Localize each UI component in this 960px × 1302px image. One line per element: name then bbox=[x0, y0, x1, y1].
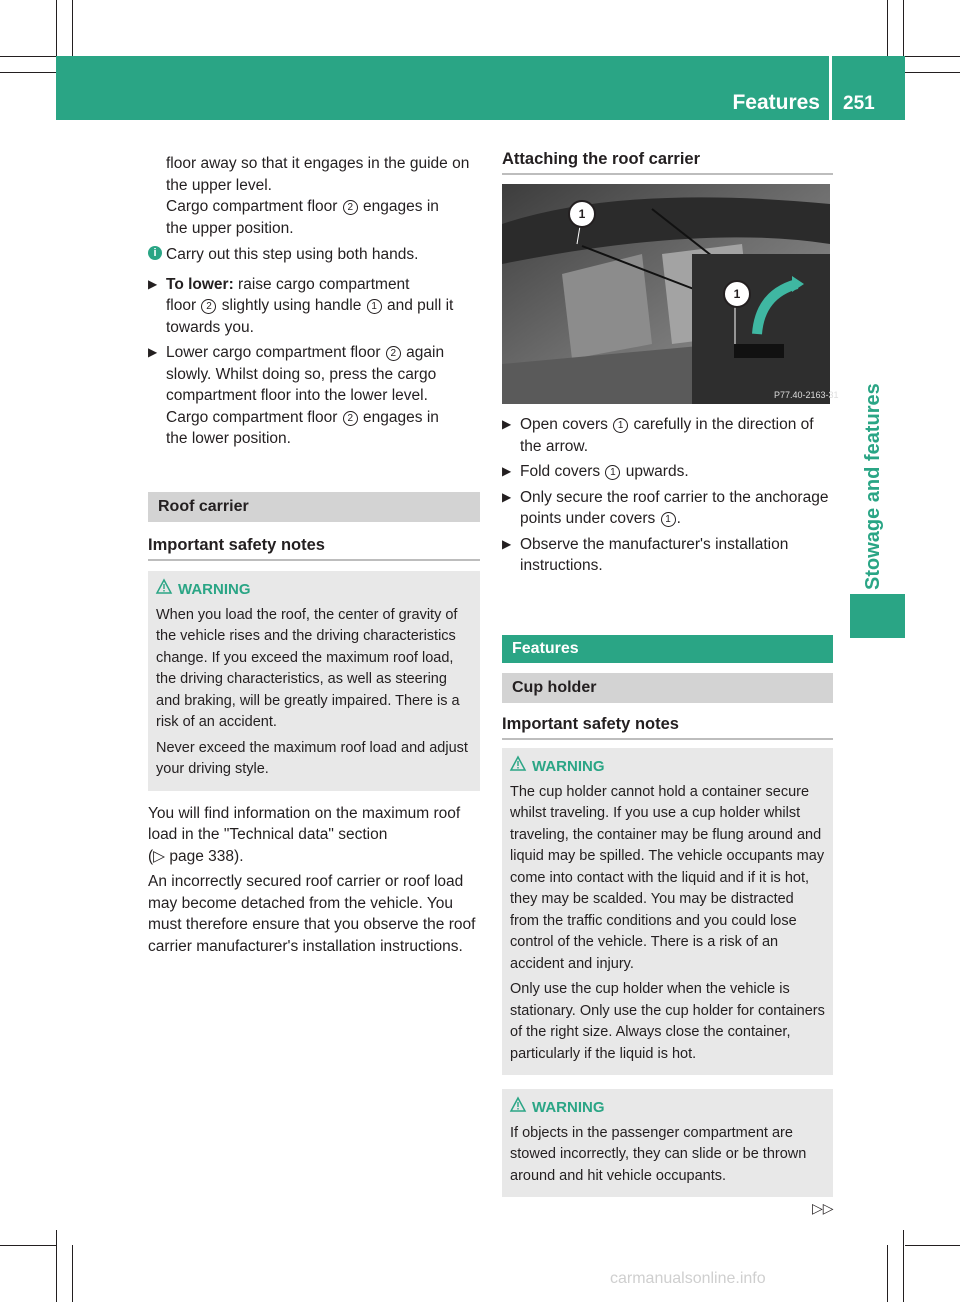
step-text: floor bbox=[166, 297, 201, 314]
callout-1-icon: 1 bbox=[723, 280, 751, 308]
step-text: Observe the manufacturer's installation instructions. bbox=[520, 535, 789, 574]
section-heading-roof-carrier: Roof carrier bbox=[148, 492, 480, 522]
text-line: floor away so that it engages in the guide on bbox=[166, 155, 470, 172]
step-text: the lower position. bbox=[166, 430, 291, 447]
warning-paragraph: Only use the cup holder when the vehicle is stationary. Only use the cup holder for containers of the right size. Always close the container, particularly if the liquid is hot. bbox=[510, 981, 825, 1062]
subheading-attach-roof-carrier: Attaching the roof carrier bbox=[502, 150, 833, 175]
step-fold-covers bbox=[502, 461, 833, 483]
warning-label: WARNING bbox=[178, 581, 251, 598]
body-paragraph: An incorrectly secured roof carrier or roof load may become detached from the vehicle. You must therefore ensure that you observe the roof carrier manufacturer's installation instructions. bbox=[148, 873, 476, 955]
header-divider bbox=[829, 56, 832, 120]
warning-title bbox=[510, 1097, 825, 1119]
step-text: compartment floor into the lower level. bbox=[166, 387, 428, 404]
step-text: upwards. bbox=[621, 463, 689, 480]
callout-1-icon: 1 bbox=[568, 200, 596, 228]
warning-paragraph: The cup holder cannot hold a container secure whilst traveling. If you use a cup holder whilst traveling, the container may be flung around and liquid may be spilled. The vehicle occupants may come into contact with the liquid and if it is hot, they may be scalded. You may be distracted from the traffic conditions and you could lose control of the vehicle. There is a risk of an accident and injury. bbox=[510, 783, 825, 972]
body-text bbox=[148, 803, 480, 958]
step-text: and pull it bbox=[382, 297, 454, 314]
info-icon: i bbox=[148, 246, 162, 260]
subheading-safety-notes: Important safety notes bbox=[148, 528, 480, 561]
warning-title bbox=[510, 756, 825, 778]
number-1-icon: 1 bbox=[367, 299, 382, 314]
warning-box bbox=[502, 1089, 833, 1197]
side-tab-label: Stowage and features bbox=[862, 383, 884, 590]
step-open-covers bbox=[502, 414, 833, 457]
warning-paragraph: Never exceed the maximum roof load and adjust your driving style. bbox=[156, 739, 468, 777]
roof-carrier-photo bbox=[502, 184, 839, 404]
intro-text bbox=[148, 153, 480, 239]
warning-triangle-icon bbox=[510, 1097, 526, 1119]
right-column bbox=[502, 150, 839, 581]
side-tab-marker bbox=[850, 594, 905, 638]
warning-title bbox=[156, 579, 472, 601]
step-text: Only secure the roof carrier to the anchorage points under covers bbox=[520, 488, 829, 527]
step-arrow-icon: ▶ bbox=[502, 464, 512, 478]
text-line: Cargo compartment floor bbox=[166, 198, 342, 215]
roof-carrier-illustration bbox=[502, 184, 839, 404]
step-secure-carrier bbox=[502, 487, 833, 530]
warning-paragraph: If objects in the passenger compartment are stowed incorrectly, they can slide or be thrown around and hit vehicle occupants. bbox=[510, 1124, 807, 1184]
section-heading-cup-holder: Cup holder bbox=[502, 673, 833, 703]
body-paragraph: You will find information on the maximum roof load in the "Technical data" section bbox=[148, 804, 461, 843]
warning-box bbox=[148, 571, 480, 791]
number-1-icon: 1 bbox=[661, 512, 676, 527]
image-code: P77.40-2163-31 bbox=[774, 390, 839, 400]
step-text: Open covers bbox=[520, 416, 613, 433]
step-lower-floor bbox=[148, 342, 480, 450]
number-2-icon: 2 bbox=[386, 346, 401, 361]
step-text: slightly using handle bbox=[217, 297, 366, 314]
step-arrow-icon: ▶ bbox=[148, 345, 158, 359]
warning-triangle-icon bbox=[510, 756, 526, 778]
info-note bbox=[148, 244, 480, 266]
section-heading-features: Features bbox=[502, 635, 833, 663]
step-text: engages in bbox=[358, 408, 439, 426]
step-text: raise cargo compartment bbox=[233, 275, 410, 293]
step-arrow-icon: ▶ bbox=[502, 536, 512, 551]
step-text: Fold covers bbox=[520, 463, 605, 480]
warning-box bbox=[502, 748, 833, 1075]
number-2-icon: 2 bbox=[201, 299, 216, 314]
step-arrow-icon: ▶ bbox=[502, 417, 512, 431]
step-arrow-icon: ▶ bbox=[502, 489, 512, 504]
subheading-safety-notes: Important safety notes bbox=[502, 707, 833, 740]
roof-carrier-section bbox=[148, 492, 480, 957]
step-arrow-icon: ▶ bbox=[148, 276, 158, 291]
step-text: Cargo compartment floor bbox=[166, 408, 342, 426]
page-title: Features bbox=[732, 91, 820, 114]
warning-label: WARNING bbox=[532, 758, 605, 775]
text-line: the upper position. bbox=[166, 219, 294, 237]
number-1-icon: 1 bbox=[605, 465, 620, 480]
step-observe-instructions bbox=[502, 534, 833, 577]
continue-arrow-icon: ▷▷ bbox=[812, 1200, 834, 1216]
left-column bbox=[148, 153, 480, 454]
step-text: Lower cargo compartment floor bbox=[166, 344, 385, 361]
step-text: again bbox=[401, 344, 445, 361]
step-text: towards you. bbox=[166, 318, 254, 336]
number-2-icon: 2 bbox=[343, 200, 358, 215]
warning-label: WARNING bbox=[532, 1099, 605, 1116]
number-2-icon: 2 bbox=[343, 411, 358, 426]
warning-triangle-icon bbox=[156, 579, 172, 601]
info-note-text: Carry out this step using both hands. bbox=[166, 246, 419, 263]
text-line: the upper level. bbox=[166, 176, 272, 194]
step-text: slowly. Whilst doing so, press the cargo bbox=[166, 365, 437, 383]
step-label: To lower: bbox=[166, 275, 234, 293]
side-tab bbox=[850, 120, 905, 590]
step-text: carefully in the direction of the arrow. bbox=[520, 416, 814, 455]
page-reference-link[interactable]: (▷ page 338). bbox=[148, 847, 244, 865]
watermark: carmanualsonline.info bbox=[610, 1270, 766, 1287]
step-to-lower bbox=[148, 274, 480, 339]
features-section bbox=[502, 635, 833, 1197]
page-number: 251 bbox=[843, 93, 875, 114]
attach-steps bbox=[502, 414, 833, 577]
step-text: . bbox=[676, 510, 681, 527]
text-line: engages in bbox=[358, 198, 439, 215]
warning-paragraph: When you load the roof, the center of gravity of the vehicle rises and the driving characteristics change. If you exceed the maximum roof load, the driving characteristics, as well as steering and braking, will be greatly impaired. There is a risk of an accident. bbox=[156, 606, 460, 730]
number-1-icon: 1 bbox=[613, 418, 628, 433]
